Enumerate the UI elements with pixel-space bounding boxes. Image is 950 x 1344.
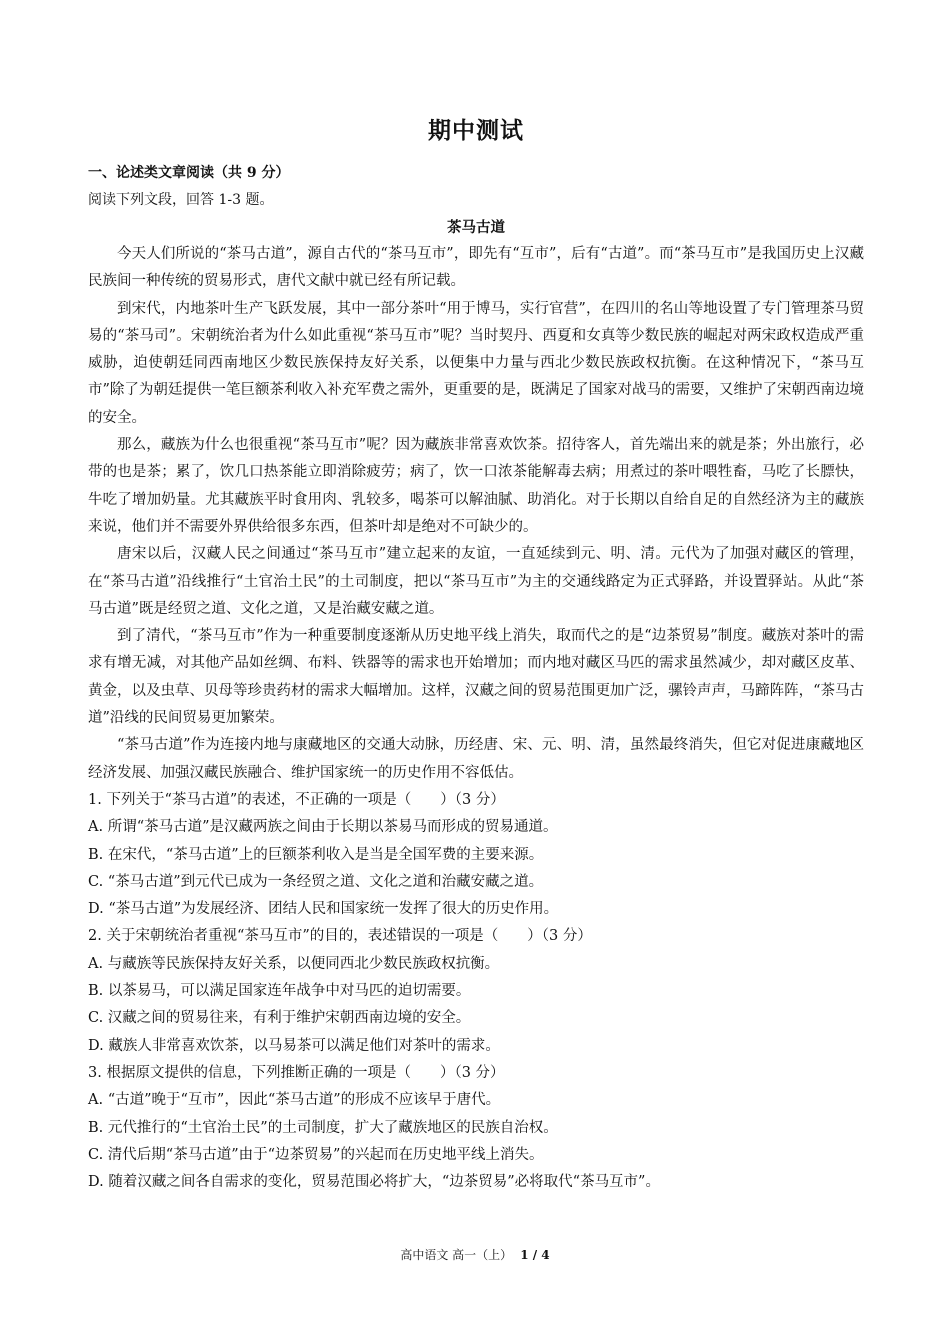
question-option: D. 随着汉藏之间各自需求的变化，贸易范围必将扩大，“边茶贸易”必将取代“茶马互市”。 bbox=[88, 1174, 660, 1191]
question-stem: 2. 关于宋朝统治者重视“茶马互市”的目的，表述错误的一项是（ ）（3 分） bbox=[88, 928, 592, 945]
question-3 bbox=[88, 1060, 864, 1196]
question-option: C. “茶马古道”到元代已成为一条经贸之道、文化之道和治藏安藏之道。 bbox=[88, 873, 544, 890]
question-option: B. 以茶易马，可以满足国家连年战争中对马匹的迫切需要。 bbox=[88, 983, 471, 1000]
question-option: A. 所谓“茶马古道”是汉藏两族之间由于长期以茶易马而形成的贸易通道。 bbox=[88, 819, 558, 836]
article-paragraph: 今天人们所说的“茶马古道”，源自古代的“茶马互市”，即先有“互市”，后有“古道”。而“茶马互市”是我国历史上汉藏民族间一种传统的贸易形式，唐代文献中就已经有所记载。 bbox=[88, 246, 864, 290]
page-content bbox=[88, 112, 864, 1196]
article-title: 茶马古道 bbox=[447, 219, 505, 236]
article-paragraph: 唐宋以后，汉藏人民之间通过“茶马互市”建立起来的友谊，一直延续到元、明、清。元代为了加强对藏区的管理，在“茶马古道”沿线推行“土官治土民”的土司制度，把以“茶马互市”为主的交通线路定为正式驿路，并设置驿站。从此“茶马古道”既是经贸之道、文化之道，又是治藏安藏之道。 bbox=[88, 546, 864, 617]
question-option: A. “古道”晚于“互市”，因此“茶马古道”的形成不应该早于唐代。 bbox=[88, 1092, 501, 1109]
question-stem: 1. 下列关于“茶马古道”的表述，不正确的一项是（ ）（3 分） bbox=[88, 791, 505, 808]
page-footer bbox=[0, 1246, 950, 1264]
question-option: C. 汉藏之间的贸易往来，有利于维护宋朝西南边境的安全。 bbox=[88, 1010, 471, 1027]
question-option: D. 藏族人非常喜欢饮茶，以马易茶可以满足他们对茶叶的需求。 bbox=[88, 1037, 500, 1054]
page-title: 期中测试 bbox=[428, 117, 524, 144]
question-option: D. “茶马古道”为发展经济、团结人民和国家统一发挥了很大的历史作用。 bbox=[88, 901, 559, 918]
section-instruction: 阅读下列文段，回答 1-3 题。 bbox=[88, 192, 274, 208]
question-option: B. 元代推行的“土官治土民”的土司制度，扩大了藏族地区的民族自治权。 bbox=[88, 1119, 558, 1136]
page-number: 1 / 4 bbox=[520, 1248, 550, 1262]
question-option: B. 在宋代，“茶马古道”上的巨额茶利收入是当是全国军费的主要来源。 bbox=[88, 846, 544, 863]
question-stem: 3. 根据原文提供的信息，下列推断正确的一项是（ ）（3 分） bbox=[88, 1064, 505, 1081]
article-paragraph: 那么，藏族为什么也很重视“茶马互市”呢？因为藏族非常喜欢饮茶。招待客人，首先端出来的就是茶；外出旅行，必带的也是茶；累了，饮几口热茶能立即消除疲劳；病了，饮一口浓茶能解毒去病；用煮过的茶叶喂牲畜，马吃了长膘快，牛吃了增加奶量。尤其藏族平时食用肉、乳较多，喝茶可以解油腻、助消化。对于长期以自给自足的自然经济为主的藏族来说，他们并不需要外界供给很多东西，但茶叶却是绝对不可缺少的。 bbox=[88, 437, 864, 535]
question-option: A. 与藏族等民族保持友好关系，以便同西北少数民族政权抗衡。 bbox=[88, 955, 500, 972]
footer-label: 高中语文 高一（上） bbox=[400, 1248, 513, 1262]
article-paragraph: “茶马古道”作为连接内地与康藏地区的交通大动脉，历经唐、宋、元、明、清，虽然最终消失，但它对促进康藏地区经济发展、加强汉藏民族融合、维护国家统一的历史作用不容低估。 bbox=[88, 737, 864, 781]
question-2 bbox=[88, 923, 864, 1059]
question-option: C. 清代后期“茶马古道”由于“边茶贸易”的兴起而在历史地平线上消失。 bbox=[88, 1146, 544, 1163]
article-paragraph: 到了清代，“茶马互市”作为一种重要制度逐渐从历史地平线上消失，取而代之的是“边茶贸易”制度。藏族对茶叶的需求有增无减，对其他产品如丝绸、布料、铁器等的需求也开始增加；而内地对藏区马匹的需求虽然减少，却对藏区皮革、黄金，以及虫草、贝母等珍贵药材的需求大幅增加。这样，汉藏之间的贸易范围更加广泛，骡铃声声，马蹄阵阵，“茶马古道”沿线的民间贸易更加繁荣。 bbox=[88, 628, 864, 727]
question-1 bbox=[88, 787, 864, 923]
article-paragraph: 到宋代，内地茶叶生产飞跃发展，其中一部分茶叶“用于博马，实行官营”，在四川的名山等地设置了专门管理茶马贸易的“茶马司”。宋朝统治者为什么如此重视“茶马互市”呢？当时契丹、西夏和女真等少数民族的崛起对两宋政权造成严重威胁，迫使朝廷同西南地区少数民族保持友好关系，以便集中力量与西北少数民族政权抗衡。在这种情况下，“茶马互市”除了为朝廷提供一笔巨额茶利收入补充军费之需外，更重要的是，既满足了国家对战马的需要，又维护了宋朝西南边境的安全。 bbox=[88, 300, 864, 426]
section-heading: 一、论述类文章阅读（共 9 分） bbox=[88, 165, 290, 181]
